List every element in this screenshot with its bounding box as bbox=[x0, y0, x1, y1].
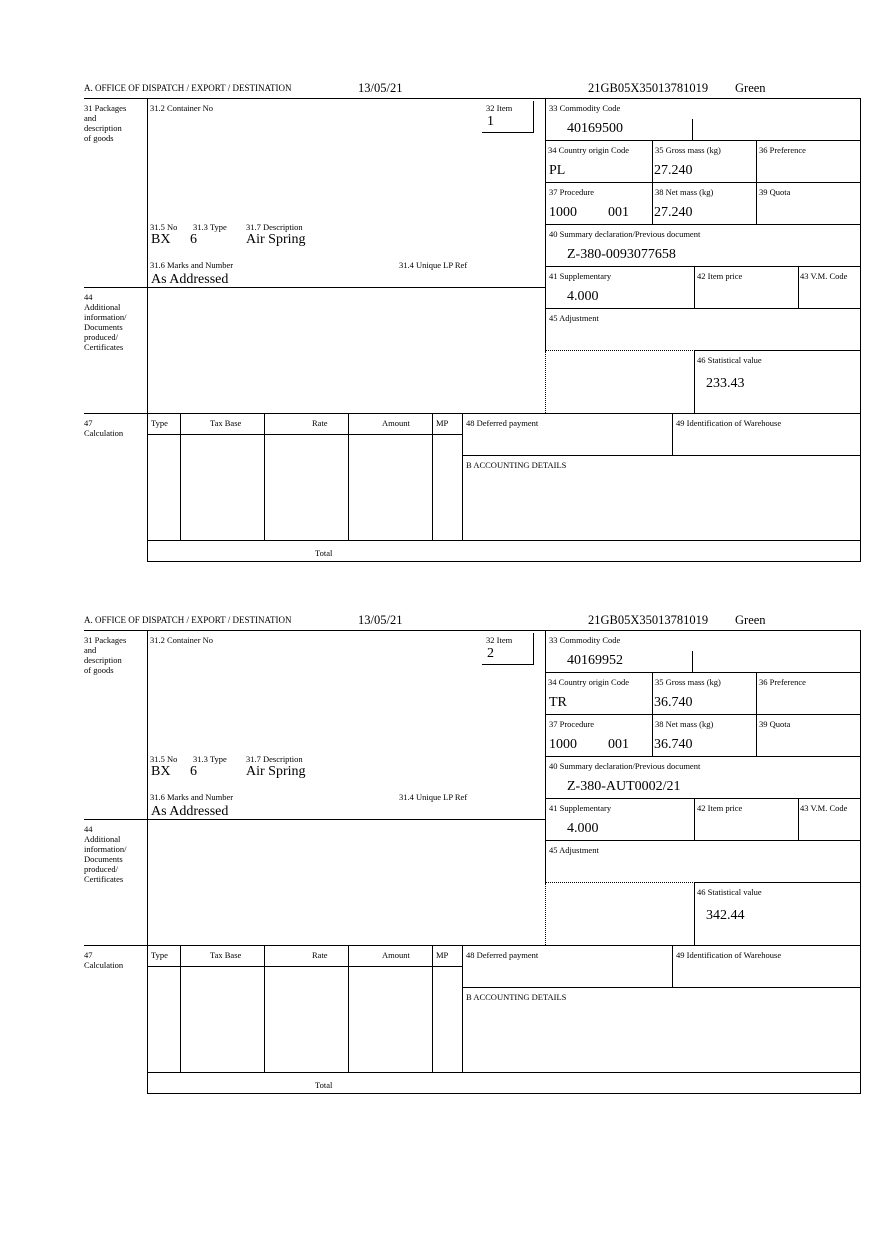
no-value: BX bbox=[151, 232, 171, 247]
calculation-label: 47 Calculation bbox=[84, 950, 124, 970]
warehouse-id-label: 49 Identification of Warehouse bbox=[676, 950, 782, 960]
additional-info-label: 44 Additional information/ Documents produced/ Certificates bbox=[84, 292, 127, 352]
type-label: 31.3 Type bbox=[193, 222, 227, 232]
supplementary-label: 41 Supplementary bbox=[549, 803, 612, 813]
item-label: 32 Item bbox=[486, 103, 513, 113]
gross-mass-label: 35 Gross mass (kg) bbox=[655, 145, 721, 155]
country-origin-value: PL bbox=[549, 163, 566, 178]
procedure-code: 1000 bbox=[549, 205, 577, 220]
commodity-code-label: 33 Commodity Code bbox=[549, 635, 621, 645]
description-value: Air Spring bbox=[246, 232, 306, 247]
gross-mass-value: 36.740 bbox=[654, 695, 693, 710]
statistical-value-label: 46 Statistical value bbox=[697, 355, 762, 365]
net-mass-value: 36.740 bbox=[654, 737, 693, 752]
calc-total-label: Total bbox=[315, 1080, 333, 1090]
procedure-code: 1000 bbox=[549, 737, 577, 752]
calc-rate-header: Rate bbox=[312, 418, 328, 428]
declaration-date: 13/05/21 bbox=[358, 81, 403, 95]
calc-rate-header: Rate bbox=[312, 950, 328, 960]
quota-label: 39 Quota bbox=[759, 719, 791, 729]
gross-mass-value: 27.240 bbox=[654, 163, 693, 178]
calc-amount-header: Amount bbox=[382, 950, 410, 960]
preference-label: 36 Preference bbox=[759, 677, 806, 687]
net-mass-label: 38 Net mass (kg) bbox=[655, 719, 714, 729]
route-color: Green bbox=[735, 613, 766, 627]
packages-label: 31 Packages and description of goods bbox=[84, 103, 127, 143]
quota-label: 39 Quota bbox=[759, 187, 791, 197]
declaration-date: 13/05/21 bbox=[358, 613, 403, 627]
type-label: 31.3 Type bbox=[193, 754, 227, 764]
summary-decl-label: 40 Summary declaration/Previous document bbox=[549, 761, 701, 771]
container-no-label: 31.2 Container No bbox=[150, 103, 214, 113]
country-origin-label: 34 Country origin Code bbox=[548, 145, 629, 155]
net-mass-value: 27.240 bbox=[654, 205, 693, 220]
commodity-code-label: 33 Commodity Code bbox=[549, 103, 621, 113]
description-label: 31.7 Description bbox=[246, 754, 303, 764]
calc-tax-base-header: Tax Base bbox=[210, 950, 242, 960]
office-label: A. OFFICE OF DISPATCH / EXPORT / DESTINATION bbox=[84, 83, 292, 93]
item-label: 32 Item bbox=[486, 635, 513, 645]
commodity-code-value: 40169952 bbox=[567, 653, 623, 668]
calc-type-header: Type bbox=[151, 418, 168, 428]
vm-code-label: 43 V.M. Code bbox=[800, 271, 848, 281]
packages-label: 31 Packages and description of goods bbox=[84, 635, 127, 675]
calculation-label: 47 Calculation bbox=[84, 418, 124, 438]
procedure-additional: 001 bbox=[608, 205, 629, 220]
declaration-reference: 21GB05X35013781019 bbox=[588, 613, 709, 627]
marks-label: 31.6 Marks and Number bbox=[150, 260, 234, 270]
procedure-additional: 001 bbox=[608, 737, 629, 752]
supplementary-value: 4.000 bbox=[567, 821, 599, 836]
no-label: 31.5 No bbox=[150, 222, 178, 232]
description-value: Air Spring bbox=[246, 764, 306, 779]
net-mass-label: 38 Net mass (kg) bbox=[655, 187, 714, 197]
item-form-2 bbox=[0, 532, 882, 1090]
deferred-payment-label: 48 Deferred payment bbox=[466, 418, 539, 428]
container-no-label: 31.2 Container No bbox=[150, 635, 214, 645]
warehouse-id-label: 49 Identification of Warehouse bbox=[676, 418, 782, 428]
declaration-reference: 21GB05X35013781019 bbox=[588, 81, 709, 95]
calc-mp-header: MP bbox=[436, 950, 449, 960]
country-origin-value: TR bbox=[549, 695, 567, 710]
type-value: 6 bbox=[190, 232, 197, 247]
accounting-details-label: B ACCOUNTING DETAILS bbox=[466, 460, 567, 470]
calc-total-label: Total bbox=[315, 548, 333, 558]
accounting-details-label: B ACCOUNTING DETAILS bbox=[466, 992, 567, 1002]
additional-info-label: 44 Additional information/ Documents produced/ Certificates bbox=[84, 824, 127, 884]
adjustment-label: 45 Adjustment bbox=[549, 313, 599, 323]
no-label: 31.5 No bbox=[150, 754, 178, 764]
summary-decl-label: 40 Summary declaration/Previous document bbox=[549, 229, 701, 239]
item-form-1 bbox=[0, 0, 882, 558]
item-number: 1 bbox=[487, 114, 494, 129]
office-label: A. OFFICE OF DISPATCH / EXPORT / DESTINATION bbox=[84, 615, 292, 625]
marks-value: As Addressed bbox=[151, 272, 229, 287]
supplementary-label: 41 Supplementary bbox=[549, 271, 612, 281]
preference-label: 36 Preference bbox=[759, 145, 806, 155]
unique-lp-label: 31.4 Unique LP Ref bbox=[399, 792, 468, 802]
marks-label: 31.6 Marks and Number bbox=[150, 792, 234, 802]
procedure-label: 37 Procedure bbox=[549, 187, 595, 197]
route-color: Green bbox=[735, 81, 766, 95]
type-value: 6 bbox=[190, 764, 197, 779]
unique-lp-label: 31.4 Unique LP Ref bbox=[399, 260, 468, 270]
item-number: 2 bbox=[487, 646, 494, 661]
no-value: BX bbox=[151, 764, 171, 779]
adjustment-label: 45 Adjustment bbox=[549, 845, 599, 855]
marks-value: As Addressed bbox=[151, 804, 229, 819]
statistical-value: 342.44 bbox=[706, 908, 745, 923]
calc-tax-base-header: Tax Base bbox=[210, 418, 242, 428]
item-price-label: 42 Item price bbox=[697, 803, 743, 813]
item-price-label: 42 Item price bbox=[697, 271, 743, 281]
deferred-payment-label: 48 Deferred payment bbox=[466, 950, 539, 960]
statistical-value-label: 46 Statistical value bbox=[697, 887, 762, 897]
description-label: 31.7 Description bbox=[246, 222, 303, 232]
statistical-value: 233.43 bbox=[706, 376, 745, 391]
calc-type-header: Type bbox=[151, 950, 168, 960]
gross-mass-label: 35 Gross mass (kg) bbox=[655, 677, 721, 687]
supplementary-value: 4.000 bbox=[567, 289, 599, 304]
calc-mp-header: MP bbox=[436, 418, 449, 428]
summary-decl-value: Z-380-0093077658 bbox=[567, 247, 676, 262]
country-origin-label: 34 Country origin Code bbox=[548, 677, 629, 687]
vm-code-label: 43 V.M. Code bbox=[800, 803, 848, 813]
calc-amount-header: Amount bbox=[382, 418, 410, 428]
summary-decl-value: Z-380-AUT0002/21 bbox=[567, 779, 681, 794]
commodity-code-value: 40169500 bbox=[567, 121, 623, 136]
procedure-label: 37 Procedure bbox=[549, 719, 595, 729]
